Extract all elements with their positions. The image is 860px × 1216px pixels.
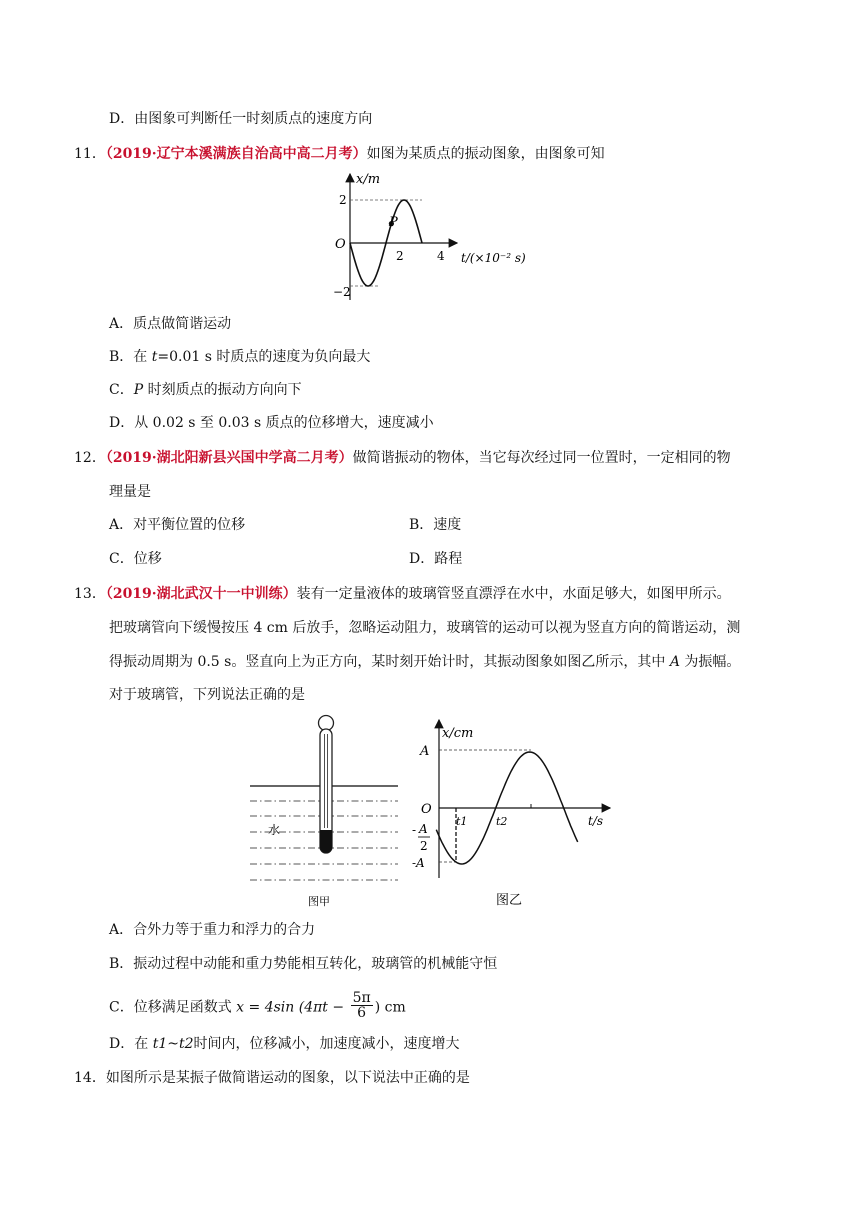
q13-neg-half-den: 2: [420, 839, 428, 853]
q13-option-c: C．位移满足函数式 x = 4sin (4πt − $\frac{5\pi}{6}$ ) cm: [109, 990, 406, 1021]
q14-stem: 14．如图所示是某振子做简谐运动的图象，以下说法中正确的是: [74, 1070, 470, 1086]
q11-option-a: A．质点做简谐运动: [109, 316, 232, 332]
q12-option-b: B．速度: [409, 517, 462, 533]
q11-x-axis-label: t/(×10⁻² s): [461, 251, 526, 265]
q11-option-c: C．P 时刻质点的振动方向向下: [109, 382, 302, 398]
q13-option-d: D．在 t1~t2时间内，位移减小，加速度减小，速度增大: [109, 1036, 460, 1052]
q11-number: 11．: [74, 146, 106, 162]
q12-source: （2019·湖北阳新县兴国中学高二月考）: [105, 450, 353, 466]
figure-jia-caption: 图甲: [308, 895, 330, 908]
water-label: 水: [268, 823, 281, 837]
figure-yi-caption: 图乙: [496, 893, 523, 908]
q13-x-axis-label: t/s: [588, 814, 604, 828]
q11-stem-text: 如图为某质点的振动图象，由图象可知: [366, 146, 605, 162]
q13-t1-label: t1: [456, 815, 468, 828]
tube-liquid: [320, 830, 332, 853]
q10-option-d: D．由图象可判断任一时刻质点的速度方向: [109, 111, 373, 127]
q11-stem: [74, 145, 605, 163]
q12-option-d: D．路程: [409, 551, 463, 567]
q13-time-range: t1~t2: [152, 1036, 194, 1052]
q13-stem-line-2: 把玻璃管向下缓慢按压 4 cm 后放手，忽略运动阻力，玻璃管的运动可以视为竖直方向的简谐运动，测: [109, 620, 741, 636]
q13-source: （2019·湖北武汉十一中训练）: [105, 586, 297, 602]
q13-figure-jia: [246, 710, 402, 910]
q13-stem-line-3: 得振动周期为 0.5 s。竖直向上为正方向，某时刻开始计时，其振动图象如图乙所示，其中 A 为振幅。: [109, 654, 741, 670]
q11-y-tick-2: 2: [339, 193, 347, 207]
glass-tube-bulb: [319, 716, 334, 731]
q13-option-b: B．振动过程中动能和重力势能相互转化，玻璃管的机械能守恒: [109, 956, 498, 972]
q11-y-axis-label: x/m: [356, 172, 381, 187]
q11-source: （2019·辽宁本溪满族自治高中高二月考）: [105, 146, 367, 162]
q13-figure-yi: [404, 714, 618, 910]
q13-number: 13．: [74, 586, 106, 602]
q12-option-a: A．对平衡位置的位移: [109, 517, 246, 533]
q13-stem: 13．（2019·湖北武汉十一中训练）装有一定量液体的玻璃管竖直漂浮在水中，水面足够大，如图甲所示。: [74, 586, 731, 602]
q12-number: 12．: [74, 450, 106, 466]
q13-formula: x = 4sin (4πt −: [236, 999, 345, 1016]
q13-t2-label: t2: [496, 815, 508, 828]
q13-origin-label: O: [421, 802, 432, 817]
q13-neg-sign: -: [412, 823, 417, 837]
q11-option-d: D．从 0.02 s 至 0.03 s 质点的位移增大，速度减小: [109, 415, 434, 431]
q13-amp-label: A: [420, 744, 430, 759]
q13-stem-line-4: 对于玻璃管，下列说法正确的是: [109, 687, 305, 703]
q11-point-label: P: [389, 215, 398, 230]
q13-fraction: $\frac{5\pi}{6}$: [352, 990, 371, 1021]
q11-option-b: B．在 t=0.01 s 时质点的速度为负向最大: [109, 349, 371, 365]
q13-y-axis-label: x/cm: [442, 726, 474, 741]
q12-stem: 12．（2019·湖北阳新县兴国中学高二月考）做简谐振动的物体，当它每次经过同一位置时，一定相同的物: [74, 450, 731, 466]
q11-x-tick-2: 2: [396, 249, 404, 263]
q12-stem-line-2: 理量是: [109, 484, 151, 500]
q11-y-tick-neg2: −2: [333, 285, 351, 299]
q12-option-c: C．位移: [109, 551, 162, 567]
q13-neg-amp-label: -A: [412, 856, 425, 870]
q13-neg-half-num: A: [419, 822, 428, 836]
q13-option-a: A．合外力等于重力和浮力的合力: [109, 922, 316, 938]
q11-x-tick-4: 4: [437, 249, 445, 263]
q14-number: 14．: [74, 1070, 106, 1086]
q11-origin-label: O: [335, 237, 346, 252]
q11-vibration-graph: [325, 168, 535, 306]
